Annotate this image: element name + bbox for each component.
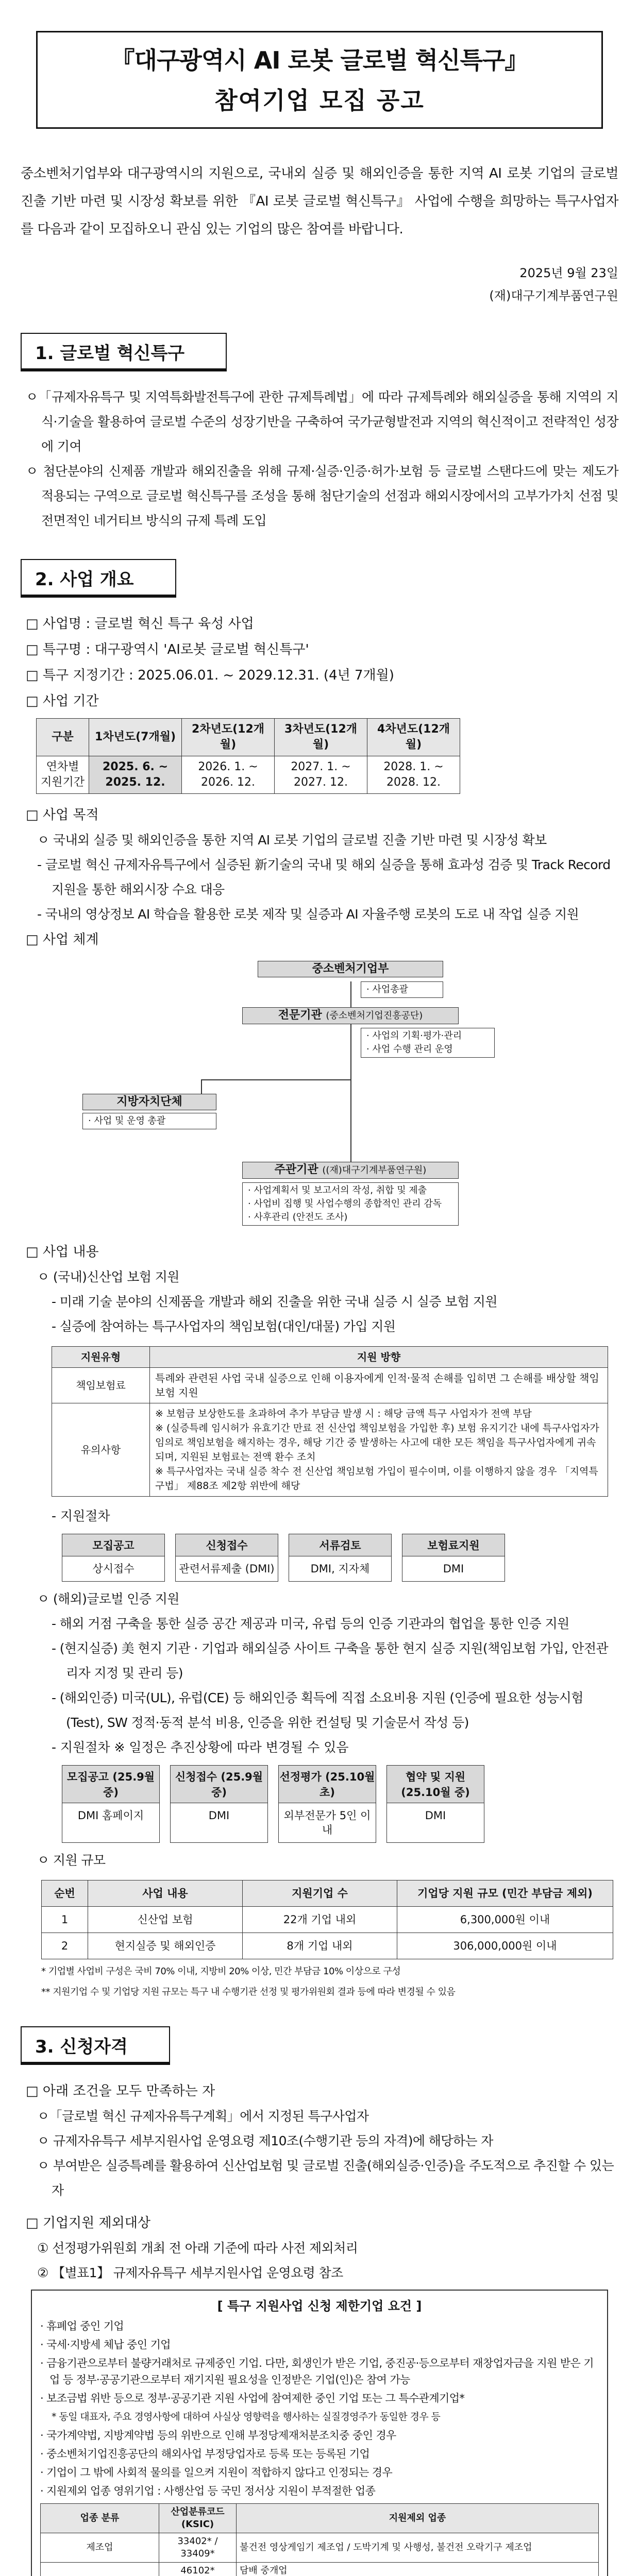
exclusion-title: □ 기업지원 제외대상 [26,2215,151,2231]
org-bottom-roles: · 사업계획서 및 보고서의 작성, 취합 및 제출 · 사업비 집행 및 사업수행의 종합적인 관리 감독 · 사후관리 (안전도 조사) [242,1182,459,1226]
restriction-item: · 중소벤처기업진흥공단의 해외사업 부정당업자로 등록 또는 등록된 기업 [40,2448,370,2460]
content-item: - 실증에 참여하는 특구사업자의 책임보험(대인/대물) 가입 지원 [52,1319,396,1334]
procedure2-step: 신청접수 (25.9월 중) DMI [170,1765,268,1843]
scale-header: 순번 [42,1880,88,1907]
period-table [36,718,460,794]
restriction-title: [ 특구 지원사업 신청 제한기업 요건 ] [217,2299,422,2313]
content-item: - 미래 기술 분야의 신제품을 개발과 해외 진출을 위한 국내 실증 시 실증 보험 지원 [52,1294,497,1309]
period-cell: 2026. 1. ~ 2026. 12. [182,756,275,794]
content2-item: - (해외인증) 미국(UL), 유럽(CE) 등 해외인증 획득에 직접 소요비용 지원 (인증에 필요한 성능시험(Test), SW 정적·동적 분석 비용, 인증을 위한 컨설팅 및 기술문서 작성 등) [52,1690,583,1730]
support-desc: ※ 보험금 보상한도를 초과하여 추가 부담금 발생 시 : 해당 금액 특구 사업자가 전액 부담 ※ (실증특례 임시허가 유효기간 만료 전 신산업 책임보험을 가입한 후) 보험 유지기간 내에 특구사업자가 임의로 책임보험을 해지하는 경우, 해당 기간 중 발생하는 사고에 대한 모든 책임을 특구사업자에게 귀속되며, 지원된 보험료는 전액 환수 조치 ※ 특구사업자는 국내 실증 착수 전 신산업 책임보험 가입이 필수이며, 이를 이행하지 않을 경우 「지역특구법」 제88조 제2항 위반에 해당 [150,1403,608,1497]
purpose-item: - 국내의 영상정보 AI 학습을 활용한 로봇 제작 및 실증과 AI 자율주행 로봇의 도로 내 작업 실증 지원 [37,907,579,922]
support-header: 지원 방향 [150,1347,608,1368]
section-1-para-1: ㅇ「규제자유특구 및 지역특화발전특구에 관한 규제특례법」에 따라 규제특례와 해외실증을 통해 지역의 지식·기술을 활용하여 글로벌 수준의 성장기반을 구축하여 국가균형발전과 지역의 혁신적이고 전략적인 성장에 기여 [26,389,618,454]
scale-table [41,1880,613,1959]
procedure2-flow [62,1765,618,1843]
scale-header: 사업 내용 [88,1880,243,1907]
exclusion-item: ② 【별표1】 규제자유특구 세부지원사업 운영요령 참조 [37,2265,343,2280]
overview-item: □ 사업명 : 글로벌 혁신 특구 육성 사업 [26,616,254,632]
procedure-step: 서류검토 DMI, 지자체 [289,1534,392,1582]
industry-table [40,2503,599,2576]
eligibility-intro: □ 아래 조건을 모두 만족하는 자 [26,2083,215,2099]
restriction-item: · 금융기관으로부터 불량거래처로 규제중인 기업. 다만, 회생인가 받은 기업, 중진공·등으로부터 재창업자금을 지원 받은 기업 등 정부·공공기관으로부터 재기지원 필요성을 인정받은 기업(인)은 참여 가능 [40,2357,594,2386]
industry-header: 지원제외 업종 [237,2504,599,2533]
support-type: 유의사항 [52,1403,150,1497]
org-chart [21,956,618,1234]
scale-header: 기업당 지원 규모 (민간 부담금 제외) [397,1880,613,1907]
section-1-para-2: ㅇ 첨단분야의 신제품 개발과 해외진출을 위해 규제·실증·인증·허가·보험 등 글로벌 스탠다드에 맞는 제도가 적용되는 구역으로 글로벌 혁신특구를 조성을 통해 첨단기술의 선점과 해외시장에서의 고부가가치 선점 및 전면적인 네거티브 방식의 규제 특례 도입 [26,464,618,528]
procedure-step: 모집공고 상시접수 [62,1534,165,1582]
scale-cell: 22개 기업 내외 [243,1907,397,1933]
overview-item: □ 특구 지정기간 : 2025.06.01. ~ 2029.12.31. (4년 7개월) [26,668,394,683]
support-table [52,1346,608,1497]
exclusion-item: ① 선정평가위원회 개최 전 아래 기준에 따라 사전 제외처리 [37,2241,358,2256]
content-item: ㅇ (국내)신산업 보험 지원 [37,1269,179,1284]
restriction-item: · 국세·지방세 체납 중인 기업 [40,2338,171,2351]
purpose-item: - 글로벌 혁신 규제자유특구에서 실증된 新기술의 국내 및 해외 실증을 통해 효과성 검증 및 Track Record 지원을 통한 해외시장 수요 대응 [37,857,611,897]
industry-header: 산업분류코드 (KSIC) [159,2504,237,2533]
scale-note: ** 지원기업 수 및 기업당 지원 규모는 특구 내 수행기관 선정 및 평가위원회 결과 등에 따라 변경될 수 있음 [41,1987,456,1997]
title-box [36,31,603,129]
org-mid-roles: · 사업의 기획·평가·관리 · 사업 수행 관리 운영 [361,1028,495,1058]
period-cell: 2028. 1. ~ 2028. 12. [367,756,460,794]
content2-item: ㅇ (해외)글로벌 인증 지원 [37,1591,179,1606]
purpose-item: ㅇ 국내외 실증 및 해외인증을 통한 지역 AI 로봇 기업의 글로벌 진출 기반 마련 및 시장성 확보 [37,833,547,848]
scale-cell: 현지실증 및 해외인증 [88,1933,243,1959]
industry-cell: 33402* / 33409* [159,2533,237,2563]
procedure-step: 보험료지원 DMI [402,1534,505,1582]
industry-cell [41,2563,159,2576]
restriction-item: · 지원제외 업종 영위기업 : 사행산업 등 국민 정서상 지원이 부적절한 업종 [40,2485,376,2497]
support-header: 지원유형 [52,1347,150,1368]
scale-header: 지원기업 수 [243,1880,397,1907]
restriction-box [31,2290,608,2576]
industry-cell: 46102* [159,2563,237,2576]
restriction-item: * 동일 대표자, 주요 경영사항에 대하여 사실상 영향력을 행사하는 실질경영주가 동일한 경우 등 [52,2411,441,2422]
section-3-heading: 3. 신청자격 [21,2026,170,2065]
procedure-title: - 지원절차 [52,1509,110,1523]
overview-item: □ 특구명 : 대구광역시 'AI로봇 글로벌 혁신특구' [26,642,309,657]
period-header: 3차년도(12개월) [275,719,367,756]
restriction-item: · 기업이 그 밖에 사회적 물의를 일으켜 지원이 적합하지 않다고 인정되는 경우 [40,2466,393,2479]
system-title: □ 사업 체계 [26,932,99,947]
section-2-heading: 2. 사업 개요 [21,559,176,598]
period-cell: 2027. 1. ~ 2027. 12. [275,756,367,794]
scale-cell: 신산업 보험 [88,1907,243,1933]
scale-note: * 기업별 사업비 구성은 국비 70% 이내, 지방비 20% 이상, 민간 부담금 10% 이상으로 구성 [41,1966,401,1977]
org-left-role: · 사업 및 운영 총괄 [82,1113,216,1129]
restriction-item: · 국가계약법, 지방계약법 등의 위반으로 인해 부정당제재처분조치중 중인 경우 [40,2429,396,2442]
industry-cell: 제조업 [41,2533,159,2563]
date-block [21,262,618,307]
period-header: 1차년도(7개월) [89,719,182,756]
purpose-title: □ 사업 목적 [26,807,99,823]
org-bottom-box: 주관기관 ((재)대구기계부품연구원) [242,1162,459,1179]
procedure2-title: - 지원절차 ※ 일정은 추진상황에 따라 변경될 수 있음 [52,1740,349,1755]
content2-item: - 해외 거점 구축을 통한 실증 공간 제공과 미국, 유럽 등의 인증 기관과의 협업을 통한 인증 지원 [52,1616,569,1631]
scale-cell: 306,000,000원 이내 [397,1933,613,1959]
procedure2-step: 선정평가 (25.10월 초) 외부전문가 5인 이내 [278,1765,376,1843]
eligibility-cond: ㅇ 규제자유특구 세부지원사업 운영요령 제10조(수행기관 등의 자격)에 해당하는 자 [37,2133,493,2148]
intro-paragraph: 중소벤처기업부와 대구광역시의 지원으로, 국내외 실증 및 해외인증을 통한 지역 AI 로봇 기업의 글로벌 진출 기반 마련 및 시장성 확보를 위한 『AI 로봇 글로벌 혁신특구』 사업에 수행을 희망하는 특구사업자를 다음과 같이 모집하오니 관심 있는 기업의 많은 참여를 바랍니다. [21,166,618,237]
announcement-date: 2025년 9월 23일 [519,266,618,280]
page-subtitle: 참여기업 모집 공고 [214,87,425,114]
org-left-title: 지방자치단체 [82,1094,216,1110]
eligibility-cond: ㅇ 부여받은 실증특례를 활용하여 신산업보험 및 글로벌 진출(해외실증·인증)을 주도적으로 추진할 수 있는 자 [37,2158,614,2198]
section-1-heading: 1. 글로벌 혁신특구 [21,333,227,371]
content2-item: - (현지실증) 美 현지 기관 · 기업과 해외실증 사이트 구축을 통한 현지 실증 지원(책임보험 가입, 안전관리자 지정 및 관리 등) [52,1641,609,1681]
restriction-item: · 보조금법 위반 등으로 정부·공공기관 지원 사업에 참여제한 중인 기업 또는 그 특수관계기업* [40,2392,465,2404]
scale-cell: 1 [42,1907,88,1933]
industry-cell: 불건전 영상게임기 제조업 / 도박기계 및 사행성, 불건전 오락기구 제조업 [237,2533,599,2563]
period-cell: 2025. 6. ~ 2025. 12. [89,756,182,794]
support-type: 책임보험료 [52,1368,150,1403]
procedure-step: 신청접수 관련서류제출 (DMI) [175,1534,278,1582]
procedure-flow [62,1534,618,1582]
eligibility-cond: ㅇ「글로벌 혁신 규제자유특구계획」에서 지정된 특구사업자 [37,2109,369,2124]
org-mid-box: 전문기관 (중소벤처기업진흥공단) [242,1007,459,1024]
period-header: 4차년도(12개월) [367,719,460,756]
industry-header: 업종 분류 [41,2504,159,2533]
procedure2-step: 협약 및 지원 (25.10월 중) DMI [386,1765,484,1843]
period-row-label: 연차별 지원기간 [37,756,89,794]
org-top-title: 중소벤처기업부 [258,961,443,977]
procedure2-step: 모집공고 (25.9월 중) DMI 홈페이지 [62,1765,160,1843]
support-desc: 특례와 관련된 사업 국내 실증으로 인해 이용자에게 인적·물적 손해를 입히면 그 손해를 배상할 책임보험 지원 [150,1368,608,1403]
industry-cell: 담배 중개업 [237,2563,599,2576]
restriction-item: · 휴폐업 중인 기업 [40,2320,124,2332]
scale-cell: 6,300,000원 이내 [397,1907,613,1933]
org-top-role: · 사업총괄 [361,981,443,998]
scale-title: ㅇ 지원 규모 [37,1853,106,1868]
page-title: 『대구광역시 AI 로봇 글로벌 혁신특구』 [111,46,528,74]
period-header: 2차년도(12개월) [182,719,275,756]
organization-name: (재)대구기계부품연구원 [489,289,618,303]
period-header: 구분 [37,719,89,756]
content-title: □ 사업 내용 [26,1244,99,1260]
scale-cell: 2 [42,1933,88,1959]
scale-cell: 8개 기업 내외 [243,1933,397,1959]
overview-item: □ 사업 기간 [26,693,99,709]
